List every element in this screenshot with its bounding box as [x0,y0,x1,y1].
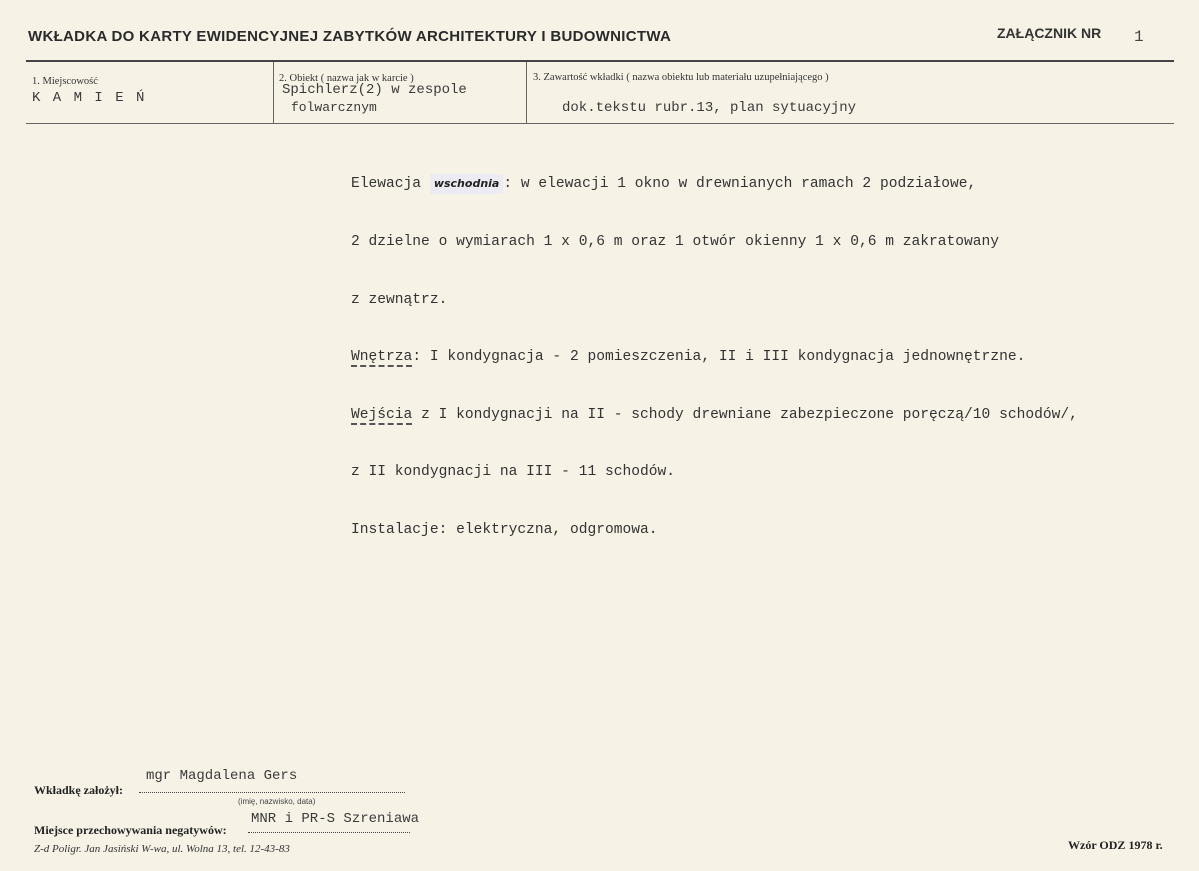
body-line-7: Instalacje: elektryczna, odgromowa. [351,522,658,539]
annex-number: 1 [1134,28,1144,46]
table-bottom-rule [26,123,1174,124]
body-line-4 [351,348,1078,367]
object-label: 2. Obiekt ( nazwa jak w karcie ) [279,73,414,84]
body-line-2: 2 dzielne o wymiarach 1 x 0,6 m oraz 1 otwór okienny 1 x 0,6 m zakratowany [351,234,1000,251]
negatives-label: Miejsce przechowywania negatywów: [34,823,227,837]
interiors-text: : I kondygnacja - 2 pomieszczenia, II i III kondygnacja jednownętrzne. [412,349,1026,366]
body-line-3: z zewnątrz. [351,291,448,308]
annex-label: ZAŁĄCZNIK NR [997,25,1102,41]
entrances-text: z I kondygnacji na II - schody drewniane zabezpieczone poręczą/10 schodów/, [412,406,1078,423]
elevation-label: Elewacja [351,176,430,193]
printer-info: Z-d Poligr. Jan Jasiński W-wa, ul. Wolna 13, tel. 12-43-83 [34,843,290,855]
created-by-value: mgr Magdalena Gers [146,768,298,784]
column-divider-1 [273,62,274,124]
contents-label: 3. Zawartość wkładki ( nazwa obiektu lub materiału uzupełniającego ) [533,72,829,83]
form-code: Wzór ODZ 1978 r. [1068,838,1163,852]
handwritten-direction: wschodnia [430,174,504,193]
created-by-label: Wkładkę założył: [34,783,123,797]
body-line-5 [351,406,1078,425]
elevation-text: : w elewacji 1 okno w drewnianych ramach 2 podziałowe, [503,176,977,193]
interiors-label: Wnętrza [351,349,413,366]
object-value-line1: Spichlerz(2) w zespole [282,82,467,98]
table-top-rule [26,60,1174,62]
locality-value: K A M I E Ń [32,90,147,106]
locality-label: 1. Miejscowość [32,76,98,87]
contents-value: dok.tekstu rubr.13, plan sytuacyjny [562,100,857,116]
body-line-6: z II kondygnacji na III - 11 schodów. [351,464,676,481]
object-value-line2: folwarcznym [291,100,377,115]
entrances-label: Wejścia [351,406,413,423]
column-divider-2 [526,62,527,124]
form-title: WKŁADKA DO KARTY EWIDENCYJNEJ ZABYTKÓW ARCHITEKTURY I BUDOWNICTWA [28,28,672,45]
created-by-caption: (imię, nazwisko, data) [238,797,316,806]
body-line-1 [351,174,1078,194]
negatives-value: MNR i PR-S Szreniawa [251,811,420,827]
created-by-dotted-line [139,792,405,793]
description-text [351,136,1078,559]
negatives-dotted-line [248,832,410,833]
